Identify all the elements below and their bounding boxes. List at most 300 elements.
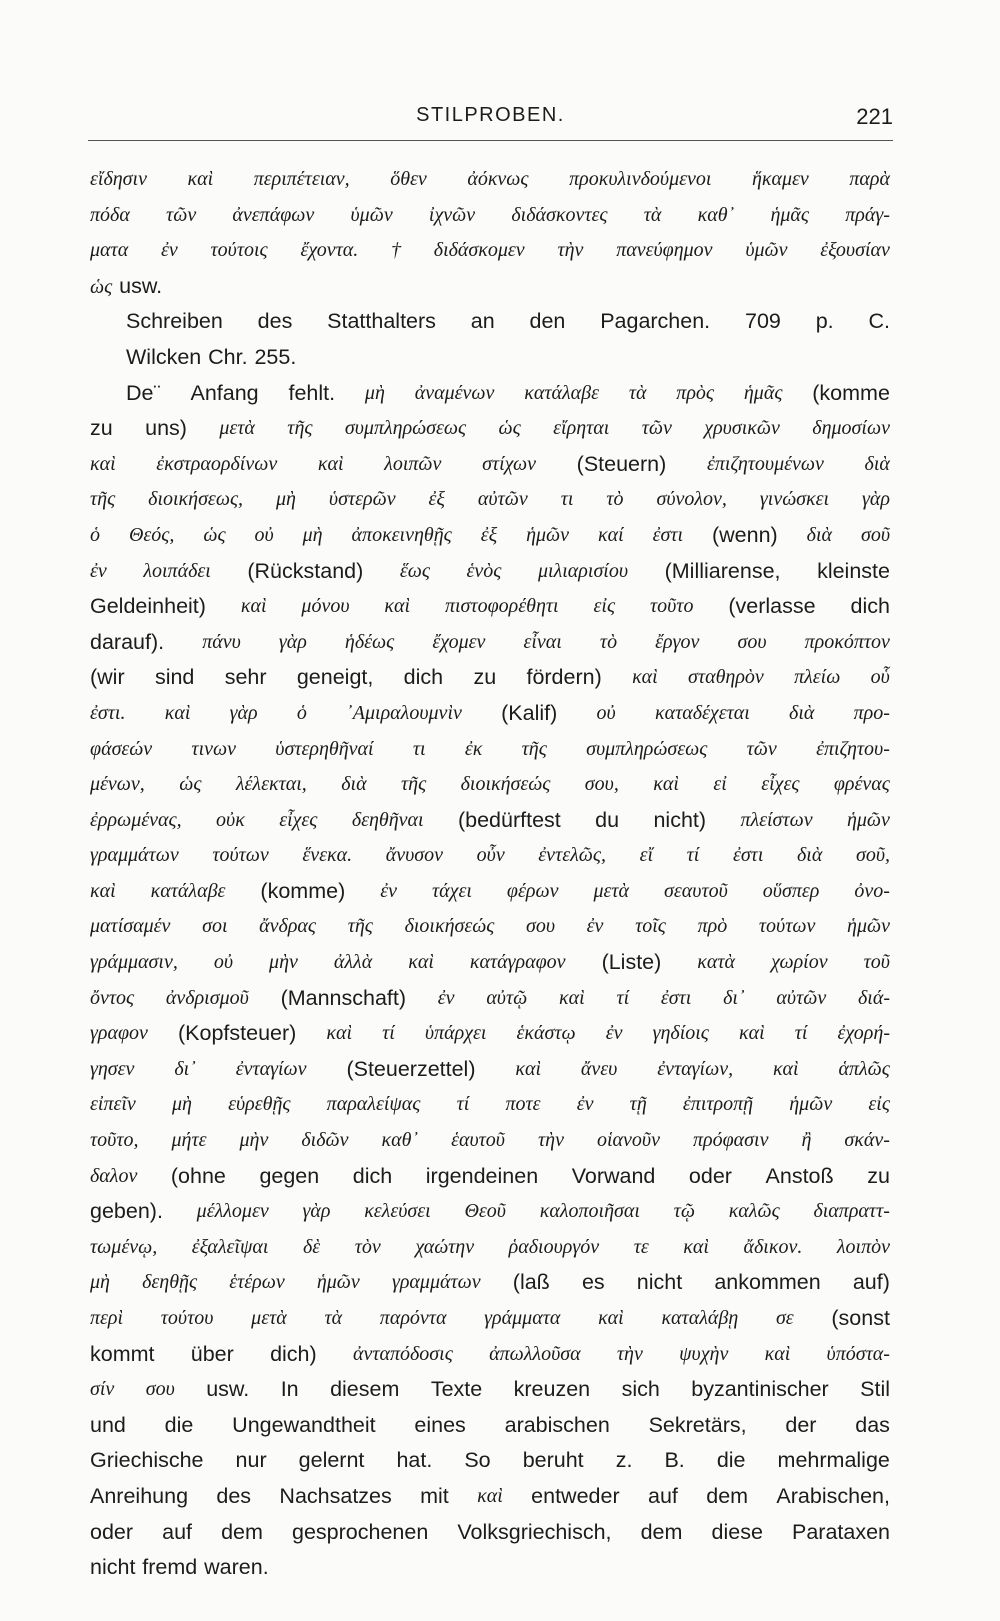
greek-word: ἄνευ [580, 1057, 618, 1080]
greek-word: ἐν [605, 1022, 623, 1045]
german-word: Vorwand [571, 1163, 656, 1188]
greek-word: ὡς [203, 523, 226, 546]
greek-word: τε [633, 1235, 649, 1258]
greek-word: γὰρ [861, 488, 890, 511]
german-word: dem [706, 1483, 749, 1508]
running-title: STILPROBEN. [416, 104, 565, 126]
german-word: (ohne [170, 1163, 226, 1188]
greek-word: διὰ [341, 773, 367, 796]
greek-word: μετὰ [219, 417, 255, 440]
greek-word: γηδίοις [652, 1022, 709, 1045]
greek-word: τὴν [557, 239, 584, 262]
greek-word: διοικήσεώς [460, 773, 551, 796]
german-word: nicht [90, 1555, 136, 1580]
greek-word: ὡς [498, 417, 521, 440]
greek-word: μετὰ [251, 1307, 287, 1329]
german-word: zu [867, 1163, 890, 1188]
greek-word: πρόφασιν [692, 1129, 769, 1152]
text-line [90, 1372, 890, 1408]
greek-word: ἀπωλλοῦσα [489, 1342, 581, 1365]
greek-word: διὰ [797, 844, 823, 867]
german-word: C. [868, 309, 890, 334]
german-word: z. [615, 1448, 633, 1473]
greek-word: ἐξ [428, 488, 445, 511]
german-word: Geldeinheit) [90, 594, 206, 619]
greek-word: ὑπόστα- [826, 1342, 890, 1365]
german-word: (wenn) [712, 522, 778, 547]
german-word: den [529, 309, 566, 334]
german-word: und [90, 1412, 126, 1437]
greek-word: ἐκ [464, 737, 483, 760]
greek-word: καθ᾽ [381, 1129, 419, 1152]
greek-word: καί [598, 523, 624, 546]
greek-word: ἀόκνως [467, 168, 529, 190]
german-word: sind [154, 665, 195, 690]
greek-word: προκυλινδούμενοι [569, 168, 712, 190]
german-word: Griechische [90, 1448, 204, 1473]
greek-word: ἀνεπάφων [232, 203, 315, 226]
greek-word: καταδέχεται [654, 701, 750, 724]
greek-word: καὶ [187, 168, 214, 190]
german-word: ankommen [714, 1270, 821, 1295]
german-word: (Mannschaft) [280, 985, 407, 1010]
german-word: So [464, 1448, 491, 1473]
german-word: Stil [860, 1377, 890, 1402]
text-line [90, 1159, 890, 1195]
greek-word: ἐνταγίων, [657, 1057, 734, 1080]
greek-word: ἀνταπόδοσις [352, 1342, 453, 1365]
greek-word: Θεός, [128, 523, 175, 546]
text-line [90, 1087, 890, 1123]
greek-word: φρένας [833, 773, 890, 796]
greek-word: ἁπλῶς [838, 1057, 890, 1080]
german-word: (komme) [260, 878, 346, 903]
greek-word: πλείστων [740, 808, 813, 831]
greek-word: καὶ [764, 1342, 791, 1365]
greek-word: διαπραττ- [813, 1200, 890, 1223]
greek-word: κατάγραφον [469, 951, 566, 974]
greek-word: ἐνταγίων [235, 1057, 307, 1080]
greek-word: ἐπιζητουμένων [706, 452, 824, 475]
greek-word: ὡς [90, 275, 113, 298]
greek-word: αὐτῷ [486, 986, 528, 1009]
german-word: Anreihung [90, 1483, 189, 1508]
page-number: 221 [856, 104, 893, 129]
greek-word: εἰς [868, 1093, 890, 1116]
greek-word: δι᾽ [723, 986, 745, 1009]
greek-word: ἡμῶν [316, 1271, 360, 1294]
greek-word: καὶ [559, 986, 585, 1009]
greek-word: πρὸ [697, 915, 728, 938]
text-line [90, 732, 890, 768]
greek-word: καθ᾽ [697, 203, 735, 226]
german-word: byzantinischer [691, 1377, 829, 1402]
text-line [90, 1016, 890, 1052]
greek-word: ἐκστραορδίνων [156, 452, 278, 475]
greek-word: τί [616, 986, 630, 1009]
greek-word: γησεν [90, 1057, 135, 1080]
greek-word: ἀλλὰ [333, 951, 373, 974]
greek-word: κατὰ [697, 951, 736, 974]
greek-word: τάχει [432, 879, 472, 902]
greek-word: ἐστι [660, 986, 692, 1009]
greek-word: γὰρ [302, 1200, 331, 1223]
greek-word: σταθηρὸν [688, 666, 764, 689]
greek-word: διὰ [806, 523, 833, 546]
greek-word: ἐξ [480, 523, 498, 546]
german-word: (Milliarense, [664, 558, 781, 583]
greek-word: τὰ [643, 203, 662, 226]
greek-word: εἶχες [279, 808, 318, 831]
greek-word: τῇ [629, 1093, 647, 1116]
greek-word: ἀποκεινηθῇς [351, 523, 452, 546]
german-word: Statthalters [327, 309, 436, 334]
german-word: usw. [206, 1377, 250, 1402]
german-word: p. [815, 309, 834, 334]
greek-word: λέλεκται, [235, 773, 307, 796]
greek-word: τωμένῳ, [90, 1235, 158, 1258]
greek-word: δὲ [302, 1235, 321, 1258]
greek-word: μὴν [239, 1129, 269, 1152]
greek-word: ἐστι [732, 844, 764, 867]
german-word: gesprochenen [292, 1519, 429, 1544]
german-word: Pagarchen. [600, 309, 711, 334]
text-line [90, 1194, 890, 1230]
german-word: Schreiben [126, 309, 223, 334]
greek-word: ἐν [586, 915, 604, 938]
text-line [90, 162, 890, 198]
greek-word: ἀναμένων [414, 381, 495, 404]
greek-word: κελεύσει [364, 1200, 431, 1223]
greek-word: φέρων [506, 879, 559, 902]
greek-word: μὴν [269, 951, 298, 974]
greek-word: ὑστερῶν [328, 488, 396, 511]
greek-word: δεηθῇς [142, 1271, 198, 1294]
greek-word: σε [775, 1307, 794, 1329]
greek-word: λοιπῶν [384, 452, 442, 475]
text-line [90, 1515, 890, 1551]
greek-word: ὑπάρχει [424, 1022, 487, 1045]
greek-word: λοιπὸν [836, 1235, 890, 1258]
greek-word: ἑαυτοῦ [451, 1129, 505, 1152]
greek-word: μέλλομεν [196, 1200, 269, 1223]
german-word: Chr. [208, 344, 248, 369]
greek-word: ὡς [179, 773, 202, 796]
text-line [90, 482, 890, 518]
greek-word: περὶ [90, 1307, 124, 1329]
greek-word: δαλον [90, 1164, 138, 1187]
greek-word: σου [145, 1378, 175, 1401]
greek-word: καὶ [772, 1057, 799, 1080]
german-word: dem [640, 1519, 683, 1544]
greek-word: καὶ [408, 951, 434, 974]
german-word: eines [414, 1412, 466, 1437]
greek-word: διὰ [864, 452, 890, 475]
greek-word: πλείω [794, 666, 841, 689]
greek-word: δημοσίων [812, 417, 890, 440]
greek-word: ἐρρωμένας, [90, 808, 182, 831]
german-word: (sonst [831, 1306, 890, 1330]
greek-word: καὶ [632, 666, 658, 689]
greek-word: ἀνδρισμοῦ [165, 986, 249, 1009]
greek-word: περιπέτειαν, [253, 168, 350, 190]
text-line [90, 340, 890, 376]
greek-word: προκόπτον [804, 630, 890, 653]
german-word: auf) [852, 1270, 890, 1295]
greek-word: ἑνὸς [466, 559, 502, 582]
german-word: oder [90, 1519, 134, 1544]
greek-word: τῶν [746, 737, 777, 760]
german-word: es [581, 1270, 605, 1295]
german-word: nicht) [653, 807, 707, 832]
german-word: Nachsatzes [279, 1483, 392, 1508]
greek-word: πανεύφημον [616, 239, 713, 262]
greek-word: γὰρ [278, 630, 307, 653]
greek-word: τῆς [347, 915, 373, 938]
greek-word: ἐν [380, 879, 397, 902]
german-word: (Steuerzettel) [346, 1056, 476, 1081]
greek-word: Θεοῦ [464, 1200, 506, 1223]
greek-word: μήτε [171, 1129, 207, 1152]
greek-word: εἶναι [523, 630, 562, 653]
german-word: (laß [512, 1270, 550, 1295]
german-word: des [257, 309, 293, 334]
german-word: nur [235, 1448, 267, 1473]
greek-word: ὀνο- [854, 879, 890, 902]
greek-word: τῆς [90, 488, 116, 511]
greek-word: χωρίον [771, 951, 828, 974]
greek-word: τί [794, 1022, 808, 1045]
text-line [90, 803, 890, 839]
german-word: In [280, 1377, 299, 1402]
greek-word: τι [412, 737, 426, 760]
greek-word: σκάν- [844, 1129, 890, 1152]
greek-word: ὑστερηθῆναί [275, 737, 374, 760]
german-word: mehrmalige [777, 1448, 890, 1473]
greek-word: προ- [853, 701, 890, 724]
greek-word: ἑτέρων [229, 1271, 285, 1294]
greek-word: μὴ [90, 1271, 110, 1294]
text-line [90, 945, 890, 981]
greek-word: δεηθῆναι [351, 808, 424, 831]
greek-word: αὐτῶν [477, 488, 528, 511]
greek-word: ἐπιτροπῇ [682, 1093, 754, 1116]
greek-word: εἰς [593, 595, 616, 618]
body-text [90, 162, 890, 1586]
greek-word: κατάλαβε [524, 381, 599, 404]
german-word: (bedürftest [457, 807, 561, 832]
german-word: usw. [119, 273, 163, 298]
greek-word: παραλείψας [326, 1093, 421, 1116]
greek-word: ἐντελῶς, [538, 844, 606, 867]
greek-word: συμπληρώσεως [344, 417, 467, 440]
greek-word: ἔργον [655, 630, 700, 653]
german-word: kommt [90, 1341, 155, 1366]
greek-word: ῥαδιουργόν [508, 1235, 600, 1258]
greek-word: καὶ [739, 1022, 765, 1045]
greek-word: ἡμᾶς [743, 381, 783, 404]
german-word: irgendeinen [425, 1163, 539, 1188]
greek-word: καὶ [240, 595, 267, 618]
greek-word: γινώσκει [759, 488, 830, 511]
greek-word: τοῖς [635, 915, 666, 938]
text-line [90, 447, 890, 483]
german-word: des [216, 1483, 252, 1508]
greek-word: μὴ [276, 488, 296, 511]
greek-word: ἐν [90, 559, 107, 582]
greek-word: σου, [584, 773, 619, 796]
greek-word: τῶν [166, 203, 197, 226]
greek-word: μένων, [90, 773, 145, 796]
greek-word: τι [560, 488, 574, 511]
greek-word: οὐ [254, 523, 274, 546]
greek-word: ἡδέως [344, 630, 395, 653]
greek-word: καὶ [326, 1022, 353, 1045]
german-word: fremd [142, 1555, 198, 1580]
greek-word: διοικήσεώς [404, 915, 495, 938]
greek-word: τούτων [758, 915, 816, 938]
greek-word: σίν [90, 1378, 115, 1401]
german-word: Arabischen, [776, 1483, 890, 1508]
greek-word: ἰχνῶν [428, 203, 476, 226]
greek-word: ἐν [437, 986, 455, 1009]
greek-word: τοῦτο [649, 595, 694, 618]
greek-word: τὸ [606, 488, 624, 511]
german-word: kleinste [817, 558, 890, 583]
greek-word: γράμμασιν, [90, 951, 178, 974]
greek-word: ἔχοντα. [300, 239, 359, 262]
german-word: diesem [330, 1377, 400, 1402]
greek-word: διοικήσεως, [148, 488, 244, 511]
greek-word: κατάλαβε [150, 879, 226, 902]
greek-word: ἐξουσίαν [820, 239, 890, 262]
greek-word: τῷ [673, 1200, 695, 1223]
german-word: geben). [90, 1199, 163, 1224]
greek-word: ματα [90, 239, 129, 262]
german-word: 709 [744, 309, 781, 334]
german-word: Texte [430, 1377, 483, 1402]
german-word: zu [90, 416, 113, 441]
german-word: dich) [270, 1341, 317, 1366]
greek-word: ὑμῶν [350, 203, 393, 226]
german-word: uns) [145, 416, 187, 441]
greek-word: οὖν [476, 844, 505, 867]
text-line [90, 411, 890, 447]
text-line [90, 1052, 890, 1088]
greek-word: καὶ [515, 1057, 542, 1080]
greek-word: ποτε [505, 1093, 541, 1116]
text-line [90, 909, 890, 945]
german-word: 255. [254, 344, 297, 369]
greek-word: ἢ [801, 1129, 812, 1152]
german-word: darauf). [90, 629, 165, 654]
text-line [90, 518, 890, 554]
greek-word: χρυσικῶν [704, 417, 780, 440]
greek-word: καὶ [384, 595, 411, 618]
greek-word: τῆς [287, 417, 313, 440]
greek-word: σοι [202, 915, 228, 938]
german-word: die [716, 1448, 746, 1473]
text-line [90, 554, 890, 590]
greek-word: † [391, 239, 401, 262]
greek-word: ὄντος [90, 986, 135, 1009]
greek-word: οὕσπερ [762, 879, 820, 902]
german-word: der [785, 1412, 817, 1437]
text-line [90, 1479, 890, 1515]
german-word: waren. [204, 1555, 269, 1580]
greek-word: γραμμάτων [90, 844, 179, 867]
greek-word: ἥκαμεν [751, 168, 809, 190]
german-word: die [164, 1412, 194, 1437]
greek-word: μὴ [302, 523, 323, 546]
greek-word: εἴ [639, 844, 654, 867]
greek-word: εἰ [713, 773, 727, 796]
greek-word: καὶ [317, 452, 344, 475]
greek-word: τοῦτο, [90, 1129, 139, 1152]
greek-word: ὁ [90, 523, 100, 546]
german-word: dich [850, 594, 890, 619]
greek-word: οὐ [213, 951, 234, 974]
greek-word: λοιπάδει [143, 559, 211, 582]
text-line [90, 1301, 890, 1337]
german-word: nicht [636, 1270, 683, 1295]
german-word: dich [352, 1163, 393, 1188]
german-word: (Kopfsteuer) [178, 1021, 297, 1046]
greek-word: τὴν [616, 1342, 643, 1365]
greek-word: ἄνυσον [385, 844, 444, 867]
greek-word: μετὰ [593, 879, 630, 902]
text-line [90, 1550, 890, 1586]
german-word: Anfang [190, 380, 259, 405]
german-word: (verlasse [728, 594, 816, 619]
text-line [90, 625, 890, 661]
greek-word: μὴ [171, 1093, 192, 1116]
greek-word: ὑμῶν [745, 239, 788, 262]
greek-word: μιλιαρισίου [537, 559, 629, 582]
greek-word: τὸν [354, 1235, 381, 1258]
greek-word: στίχων [482, 452, 537, 475]
greek-word: τί [686, 844, 700, 867]
german-word: gelernt [298, 1448, 365, 1473]
german-word: sich [621, 1377, 660, 1402]
greek-word: οὗ [870, 666, 890, 689]
german-word: B. [664, 1448, 685, 1473]
greek-word: καὶ [683, 1235, 709, 1258]
german-word: an [470, 309, 495, 334]
greek-word: μόνου [301, 595, 350, 618]
greek-word: τὴν [538, 1129, 564, 1152]
greek-word: τὰ [324, 1307, 343, 1329]
greek-word: ἐστι [652, 523, 684, 546]
greek-word: μὴ [364, 381, 385, 404]
german-word: Wilcken [126, 344, 202, 369]
german-word: über [190, 1341, 234, 1366]
greek-word: σύνολον, [656, 488, 727, 511]
text-line [90, 1443, 890, 1479]
greek-word: τοῦ [863, 951, 890, 974]
greek-word: ἐστι. [90, 701, 126, 724]
greek-word: καὶ [164, 701, 191, 724]
text-line [90, 376, 890, 412]
greek-word: ἐξαλεῖψαι [191, 1235, 269, 1258]
german-word: das [855, 1412, 890, 1437]
greek-word: εἴρηται [553, 417, 610, 440]
greek-word: πρὸς [676, 381, 715, 404]
german-word: (Liste) [601, 950, 662, 975]
text-line [90, 981, 890, 1017]
greek-word: γραμμάτων [391, 1271, 481, 1294]
german-word: auf [162, 1519, 193, 1544]
